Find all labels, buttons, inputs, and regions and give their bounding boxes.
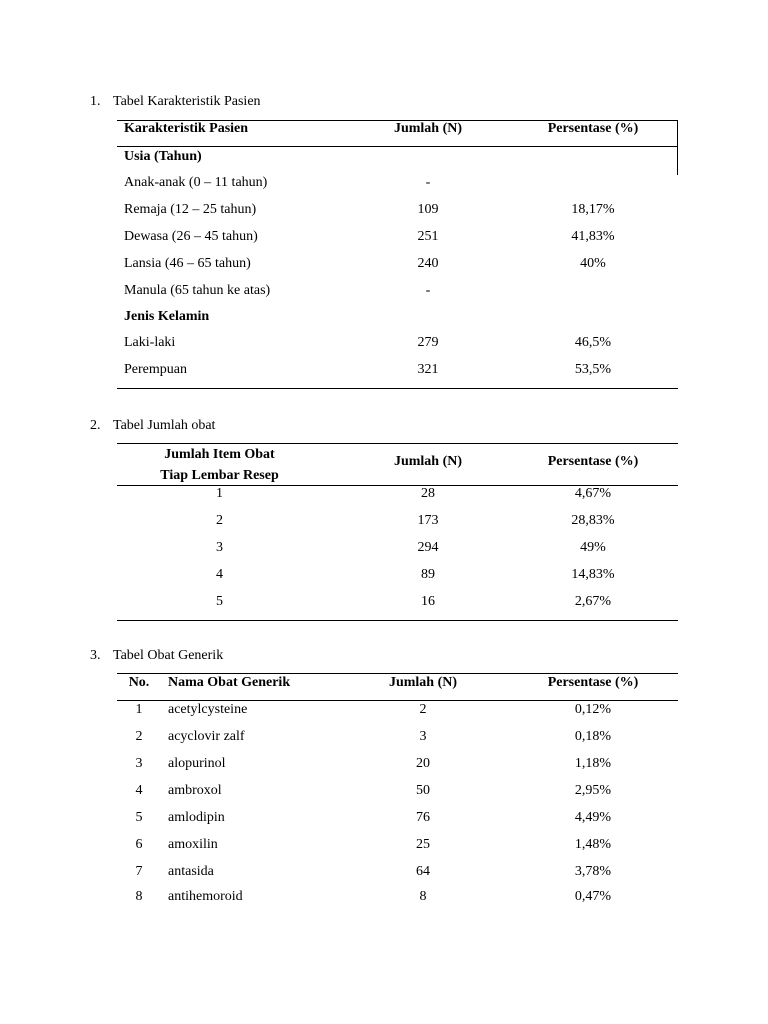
row-drug-name: amoxilin xyxy=(168,837,218,852)
table2-caption xyxy=(90,418,215,434)
row-count: 321 xyxy=(417,362,439,377)
row-percent: 46,5% xyxy=(574,335,612,350)
table3-caption-text: Tabel Obat Generik xyxy=(113,648,224,663)
table1-header-row xyxy=(117,121,678,141)
row-percent: 2,95% xyxy=(574,783,612,798)
row-no: 3 xyxy=(135,756,143,771)
row-drug-name: antasida xyxy=(168,864,214,879)
table1-header-percent: Persentase (%) xyxy=(547,121,639,136)
row-no: 8 xyxy=(135,889,143,904)
row-count: 3 xyxy=(419,729,427,744)
row-percent: 53,5% xyxy=(574,362,612,377)
row-count: 240 xyxy=(417,256,439,271)
row-label: Perempuan xyxy=(124,362,187,377)
row-items: 4 xyxy=(216,567,223,582)
row-label: Remaja (12 – 25 tahun) xyxy=(124,202,257,217)
table3-number: 3. xyxy=(90,648,101,663)
row-percent: 28,83% xyxy=(571,513,615,528)
row-count: 173 xyxy=(417,513,439,528)
row-count: 20 xyxy=(416,756,430,771)
row-percent: 41,83% xyxy=(571,229,615,244)
table1-caption-text: Tabel Karakteristik Pasien xyxy=(113,94,261,109)
table2-header-items-line1: Jumlah Item Obat xyxy=(164,447,275,462)
table3-header-name: Nama Obat Generik xyxy=(168,675,291,690)
table3-header-no: No. xyxy=(128,675,150,690)
row-percent: 1,18% xyxy=(574,756,612,771)
row-label: Dewasa (26 – 45 tahun) xyxy=(124,229,258,244)
row-drug-name: ambroxol xyxy=(168,783,222,798)
table1 xyxy=(117,120,678,390)
row-count: 25 xyxy=(416,837,430,852)
table1-caption xyxy=(90,94,261,110)
row-percent: 3,78% xyxy=(574,864,612,879)
row-count: - xyxy=(425,283,431,298)
table1-bottom-rule xyxy=(117,388,678,389)
section-title: Jenis Kelamin xyxy=(124,309,210,324)
table3-caption xyxy=(90,648,223,664)
table2 xyxy=(117,443,678,623)
row-drug-name: acyclovir zalf xyxy=(168,729,245,744)
row-count: 279 xyxy=(417,335,439,350)
row-count: 294 xyxy=(417,540,439,555)
row-count: 76 xyxy=(416,810,430,825)
row-count: 16 xyxy=(421,594,435,609)
row-drug-name: antihemoroid xyxy=(168,889,243,904)
row-no: 5 xyxy=(135,810,143,825)
row-percent: 4,49% xyxy=(574,810,612,825)
table3-header-count: Jumlah (N) xyxy=(388,675,458,690)
row-percent: 18,17% xyxy=(571,202,615,217)
row-percent: 4,67% xyxy=(574,486,612,501)
table2-header-items xyxy=(137,444,302,486)
row-items: 5 xyxy=(216,594,223,609)
row-items: 1 xyxy=(216,486,223,501)
row-drug-name: alopurinol xyxy=(168,756,226,771)
table3 xyxy=(117,673,678,913)
row-label: Manula (65 tahun ke atas) xyxy=(124,283,271,298)
table2-number: 2. xyxy=(90,418,101,433)
row-count: 50 xyxy=(416,783,430,798)
row-percent: 2,67% xyxy=(574,594,612,609)
row-no: 1 xyxy=(135,702,143,717)
table1-header-rule xyxy=(117,146,678,147)
row-no: 6 xyxy=(135,837,143,852)
row-count: - xyxy=(425,175,431,190)
row-count: 251 xyxy=(417,229,439,244)
row-percent: 1,48% xyxy=(574,837,612,852)
row-drug-name: acetylcysteine xyxy=(168,702,248,717)
row-count: 28 xyxy=(421,486,435,501)
row-count: 2 xyxy=(419,702,427,717)
row-label: Lansia (46 – 65 tahun) xyxy=(124,256,251,271)
row-percent: 40% xyxy=(580,256,606,271)
table3-header-percent: Persentase (%) xyxy=(547,675,639,690)
table2-header-count: Jumlah (N) xyxy=(393,454,463,469)
row-no: 2 xyxy=(135,729,143,744)
row-percent: 0,18% xyxy=(574,729,612,744)
table2-header-items-line2: Tiap Lembar Resep xyxy=(160,468,279,483)
row-items: 2 xyxy=(216,513,223,528)
row-percent: 14,83% xyxy=(571,567,615,582)
row-percent: 49% xyxy=(580,540,606,555)
table2-header-percent: Persentase (%) xyxy=(547,454,639,469)
row-percent: 0,12% xyxy=(574,702,612,717)
table1-header-characteristic: Karakteristik Pasien xyxy=(124,121,249,136)
table1-number: 1. xyxy=(90,94,101,109)
table2-bottom-rule xyxy=(117,620,678,621)
row-label: Laki-laki xyxy=(124,335,176,350)
section-title: Usia (Tahun) xyxy=(124,149,202,164)
row-count: 109 xyxy=(417,202,439,217)
row-count: 8 xyxy=(419,889,427,904)
row-label: Anak-anak (0 – 11 tahun) xyxy=(124,175,268,190)
row-items: 3 xyxy=(216,540,223,555)
table2-caption-text: Tabel Jumlah obat xyxy=(113,418,216,433)
row-count: 89 xyxy=(421,567,435,582)
table3-header-rule xyxy=(117,700,678,701)
table3-top-rule xyxy=(117,673,678,674)
row-no: 7 xyxy=(135,864,143,879)
row-no: 4 xyxy=(135,783,143,798)
table1-header-count: Jumlah (N) xyxy=(393,121,463,136)
row-percent: 0,47% xyxy=(574,889,612,904)
row-drug-name: amlodipin xyxy=(168,810,225,825)
row-count: 64 xyxy=(416,864,430,879)
